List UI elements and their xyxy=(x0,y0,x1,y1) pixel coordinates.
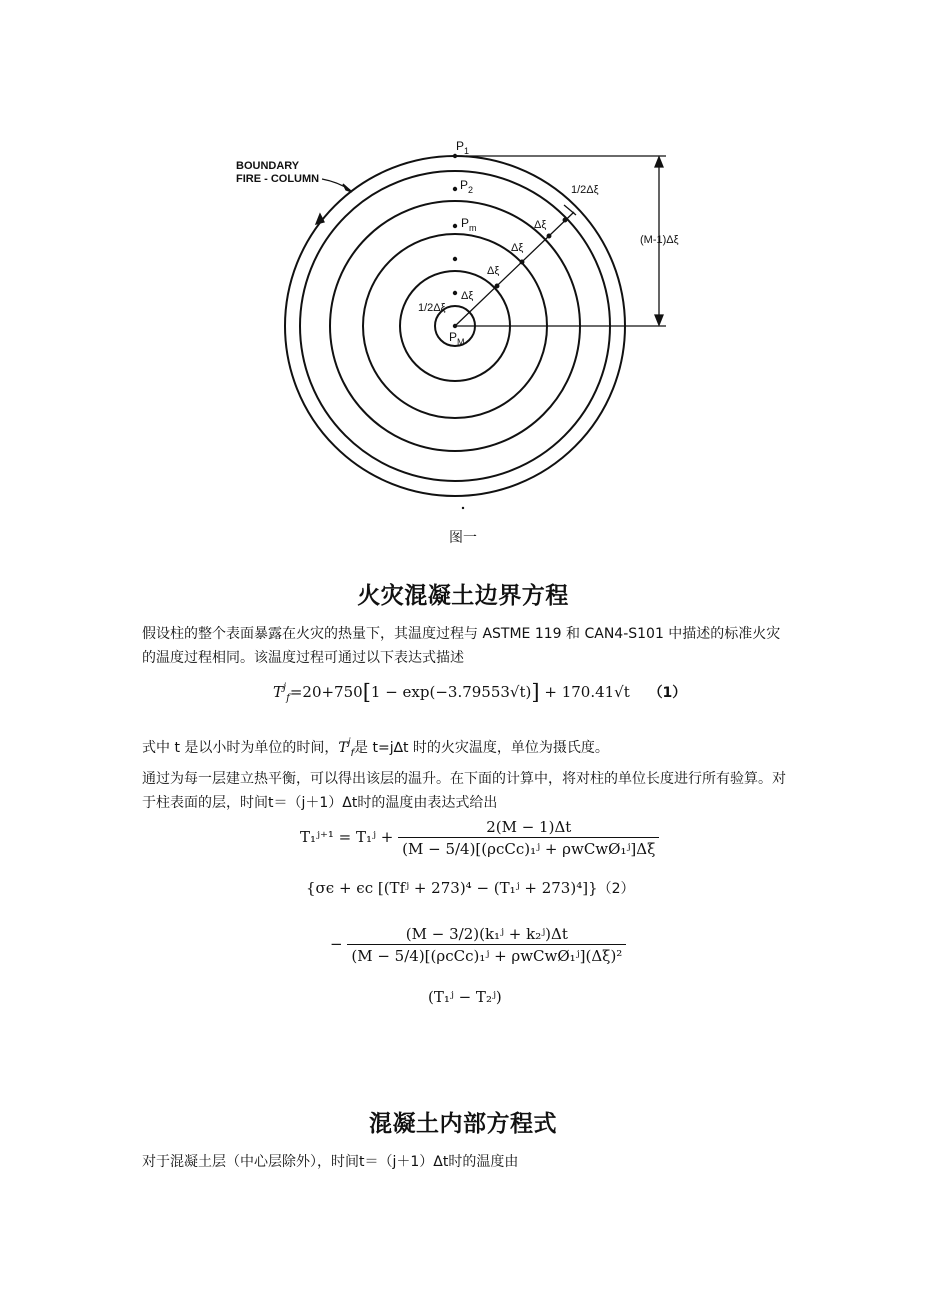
half-delta-xi-label-center: 1/2Δξ xyxy=(418,302,446,314)
section2-heading: 混凝土内部方程式 xyxy=(369,1111,557,1137)
figure-caption: 图一 xyxy=(449,530,477,546)
delta-xi-label-0: Δξ xyxy=(461,290,474,302)
section1-paragraph-2: 式中 t 是以小时为单位的时间，$T^j_f$是 t=j∆t 时的火灾温度，单位为摄氏度。 xyxy=(142,737,609,759)
concentric-layers-figure xyxy=(0,0,926,520)
node-label-pm: $P_m$ xyxy=(461,216,477,233)
radius-label: (M-1)Δξ xyxy=(640,234,679,246)
section2-paragraph-1: 对于混凝土层（中心层除外），时间t＝（j＋1）Δt时的温度由 xyxy=(142,1154,519,1170)
equation-2-line-2: {σϵ + ϵc [(Tfʲ + 273)⁴ − (T₁ʲ + 273)⁴]}（2） xyxy=(306,879,635,897)
boundary-label-line2: FIRE - COLUMN xyxy=(236,173,320,185)
equation-2-number: （2） xyxy=(597,881,635,897)
dimension-lines xyxy=(455,156,666,326)
delta-xi-label-1: Δξ xyxy=(487,265,500,277)
equation-2-line-4: (T₁ʲ − T₂ʲ) xyxy=(428,988,502,1006)
boundary-pointer xyxy=(316,179,352,224)
equation-1-number: （1） xyxy=(648,685,687,701)
section1-heading: 火灾混凝土边界方程 xyxy=(357,583,569,609)
section1-paragraph-3: 通过为每一层建立热平衡，可以得出该层的温升。在下面的计算中，将对柱的单位长度进行所有验算。对于柱表面的层，时间t＝（j＋1）Δt时的温度由表达式给出 xyxy=(142,771,786,811)
delta-xi-label-2: Δξ xyxy=(511,242,524,254)
delta-xi-label-3: Δξ xyxy=(534,219,547,231)
node-label-p1: $P_1$ xyxy=(456,139,470,156)
boundary-flow-arrow xyxy=(316,214,324,224)
section1-paragraph-1: 假设柱的整个表面暴露在火灾的热量下，其温度过程与 ASTME 119 和 CAN4-S101 中描述的标准火灾的温度过程相同。该温度过程可通过以下表达式描述 xyxy=(142,626,781,666)
equation-2-line-3: − $\frac{\text{(M − 3/2)(k₁ʲ + k₂ʲ)Δt}}{\text{(M − 5/4)[(ρcCc)₁ʲ + ρwCwØ₁ʲ](Δξ)²}}$ xyxy=(330,925,626,965)
boundary-label-line1: BOUNDARY xyxy=(236,160,300,172)
node-label-pM: $P_M$ xyxy=(449,330,465,347)
node-label-p2: $P_2$ xyxy=(460,178,474,195)
half-delta-xi-label-top: 1/2Δξ xyxy=(571,184,599,196)
equation-2-line-1: T₁ʲ⁺¹ = T₁ʲ + $\frac{2(M - 1)\Delta t}{\text{(M − 5/4)[(ρcCc)₁ʲ + ρwCwØ₁ʲ]Δξ}}$ xyxy=(300,818,659,858)
equation-1: $T^j_f=20+750[1 - \exp(-3.79553√t)] + 170.41√t$ （1） xyxy=(273,680,687,704)
